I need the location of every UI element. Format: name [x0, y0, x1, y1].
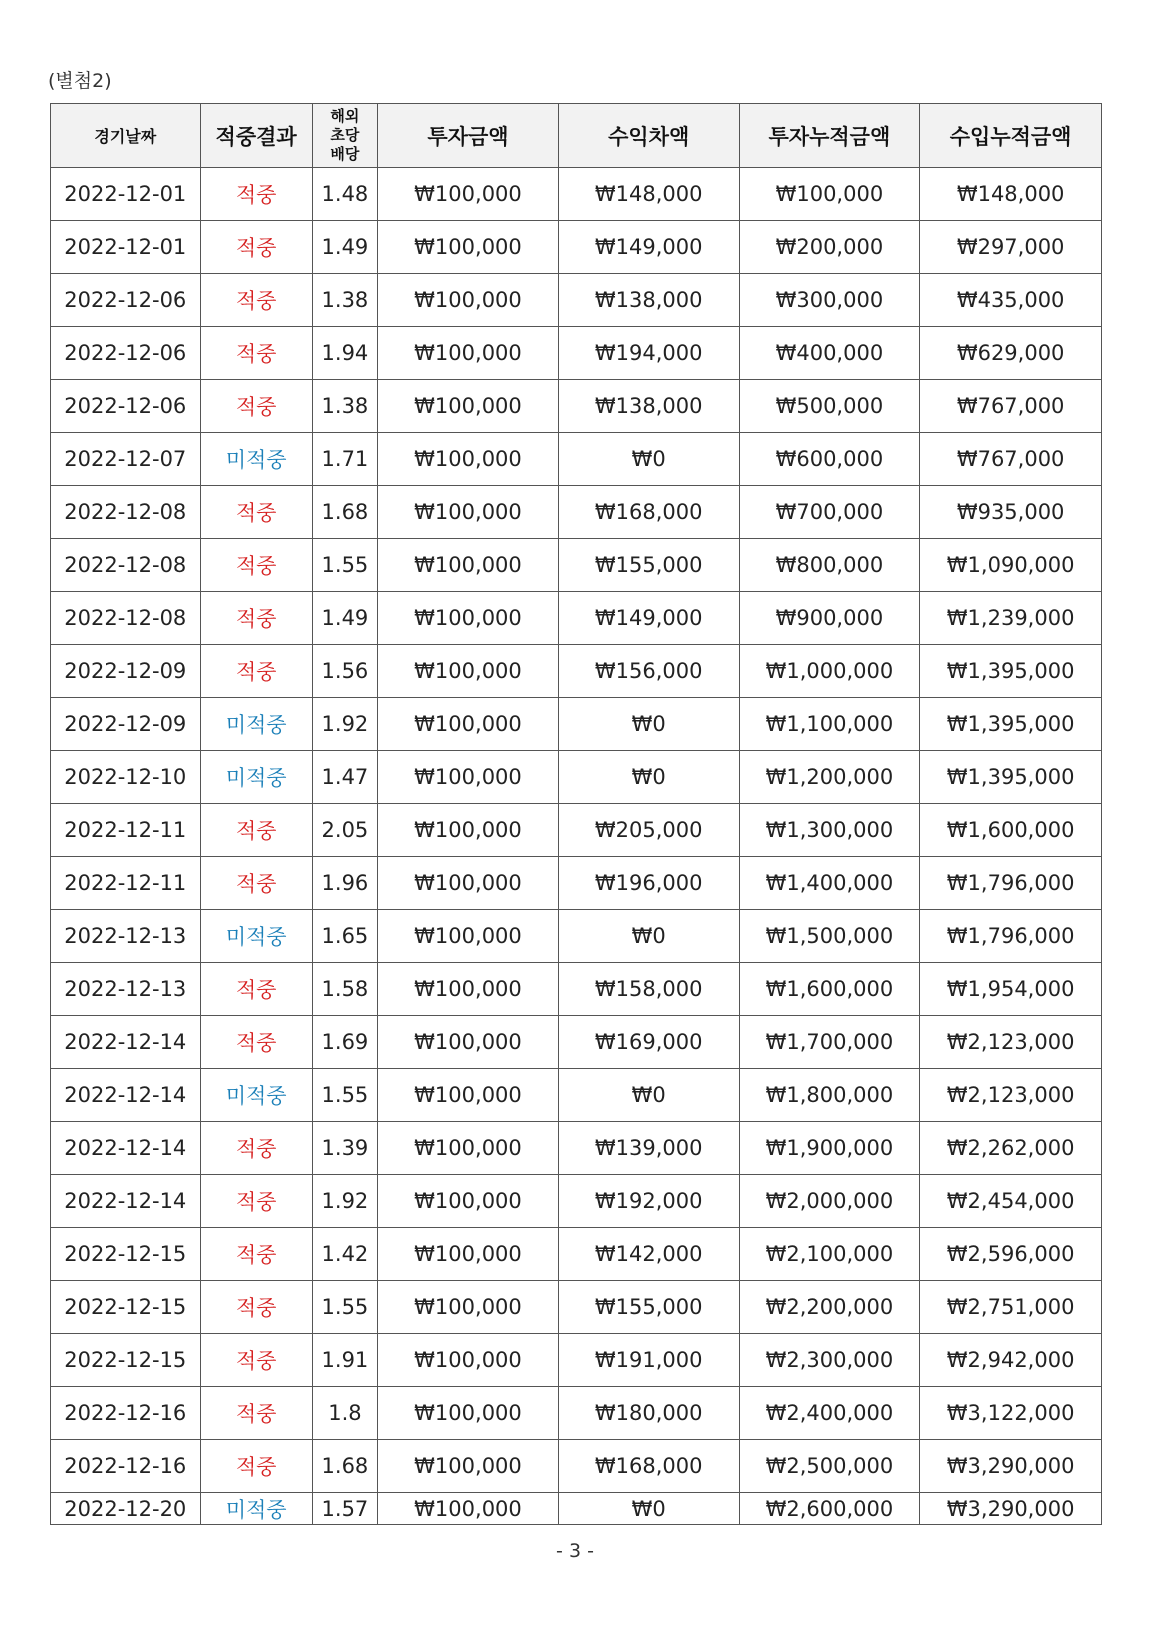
header-odds — [312, 104, 377, 168]
cell-date: 2022-12-09 — [51, 645, 201, 698]
cell-date: 2022-12-09 — [51, 698, 201, 751]
cell-odds: 1.55 — [312, 539, 377, 592]
cell-cum-income: ₩435,000 — [920, 274, 1102, 327]
table-row — [51, 168, 1102, 221]
cell-investment: ₩100,000 — [378, 1387, 559, 1440]
page-number: - 3 - — [556, 1540, 594, 1562]
cell-cum-income: ₩2,454,000 — [920, 1175, 1102, 1228]
cell-cum-investment: ₩1,000,000 — [739, 645, 920, 698]
cell-investment: ₩100,000 — [378, 327, 559, 380]
cell-investment: ₩100,000 — [378, 1334, 559, 1387]
cell-date: 2022-12-16 — [51, 1387, 201, 1440]
table-row — [51, 963, 1102, 1016]
cell-investment: ₩100,000 — [378, 645, 559, 698]
cell-cum-income: ₩1,395,000 — [920, 645, 1102, 698]
cell-cum-investment: ₩2,600,000 — [739, 1493, 920, 1525]
table-row — [51, 1228, 1102, 1281]
cell-date: 2022-12-20 — [51, 1493, 201, 1525]
cell-investment: ₩100,000 — [378, 1493, 559, 1525]
cell-date: 2022-12-14 — [51, 1069, 201, 1122]
cell-odds: 1.8 — [312, 1387, 377, 1440]
cell-profit: ₩168,000 — [558, 1440, 739, 1493]
cell-result: 적중 — [200, 168, 312, 221]
cell-profit: ₩0 — [558, 1069, 739, 1122]
cell-result: 적중 — [200, 645, 312, 698]
cell-result: 미적중 — [200, 698, 312, 751]
cell-result: 미적중 — [200, 751, 312, 804]
cell-cum-income: ₩1,239,000 — [920, 592, 1102, 645]
cell-date: 2022-12-08 — [51, 486, 201, 539]
cell-cum-income: ₩297,000 — [920, 221, 1102, 274]
cell-odds: 1.38 — [312, 380, 377, 433]
cell-cum-income: ₩767,000 — [920, 433, 1102, 486]
table-row — [51, 751, 1102, 804]
cell-cum-income: ₩148,000 — [920, 168, 1102, 221]
cell-date: 2022-12-07 — [51, 433, 201, 486]
cell-profit: ₩180,000 — [558, 1387, 739, 1440]
cell-result: 적중 — [200, 380, 312, 433]
cell-profit: ₩0 — [558, 1493, 739, 1525]
table-row — [51, 1281, 1102, 1334]
table-header — [51, 104, 1102, 168]
cell-result: 적중 — [200, 1122, 312, 1175]
table-row — [51, 274, 1102, 327]
table-row — [51, 221, 1102, 274]
cell-result: 미적중 — [200, 433, 312, 486]
table-row — [51, 327, 1102, 380]
cell-odds: 1.92 — [312, 698, 377, 751]
cell-cum-investment: ₩1,700,000 — [739, 1016, 920, 1069]
cell-date: 2022-12-15 — [51, 1281, 201, 1334]
header-profit: 수익차액 — [558, 104, 739, 168]
cell-date: 2022-12-14 — [51, 1175, 201, 1228]
cell-date: 2022-12-11 — [51, 804, 201, 857]
cell-cum-income: ₩1,090,000 — [920, 539, 1102, 592]
cell-date: 2022-12-15 — [51, 1334, 201, 1387]
cell-result: 적중 — [200, 804, 312, 857]
cell-odds: 1.65 — [312, 910, 377, 963]
cell-cum-investment: ₩1,600,000 — [739, 963, 920, 1016]
cell-cum-income: ₩2,942,000 — [920, 1334, 1102, 1387]
cell-cum-investment: ₩2,500,000 — [739, 1440, 920, 1493]
cell-cum-income: ₩2,751,000 — [920, 1281, 1102, 1334]
cell-date: 2022-12-15 — [51, 1228, 201, 1281]
cell-profit: ₩155,000 — [558, 539, 739, 592]
cell-investment: ₩100,000 — [378, 1228, 559, 1281]
cell-result: 적중 — [200, 486, 312, 539]
cell-date: 2022-12-11 — [51, 857, 201, 910]
table-row — [51, 1334, 1102, 1387]
cell-profit: ₩205,000 — [558, 804, 739, 857]
cell-profit: ₩0 — [558, 751, 739, 804]
cell-result: 미적중 — [200, 1493, 312, 1525]
cell-cum-income: ₩3,290,000 — [920, 1440, 1102, 1493]
cell-investment: ₩100,000 — [378, 910, 559, 963]
cell-result: 적중 — [200, 592, 312, 645]
table-row — [51, 1016, 1102, 1069]
table-row — [51, 1440, 1102, 1493]
cell-cum-income: ₩935,000 — [920, 486, 1102, 539]
cell-date: 2022-12-06 — [51, 380, 201, 433]
cell-odds: 1.68 — [312, 486, 377, 539]
cell-date: 2022-12-13 — [51, 963, 201, 1016]
cell-odds: 1.39 — [312, 1122, 377, 1175]
cell-odds: 1.71 — [312, 433, 377, 486]
cell-cum-income: ₩1,395,000 — [920, 698, 1102, 751]
cell-profit: ₩158,000 — [558, 963, 739, 1016]
cell-result: 적중 — [200, 327, 312, 380]
betting-results-table — [50, 103, 1102, 1525]
cell-profit: ₩149,000 — [558, 221, 739, 274]
cell-profit: ₩155,000 — [558, 1281, 739, 1334]
table-row — [51, 592, 1102, 645]
cell-odds: 1.42 — [312, 1228, 377, 1281]
cell-cum-investment: ₩1,500,000 — [739, 910, 920, 963]
cell-cum-income: ₩629,000 — [920, 327, 1102, 380]
cell-cum-investment: ₩1,400,000 — [739, 857, 920, 910]
cell-investment: ₩100,000 — [378, 963, 559, 1016]
cell-investment: ₩100,000 — [378, 221, 559, 274]
cell-odds: 1.48 — [312, 168, 377, 221]
cell-cum-income: ₩2,123,000 — [920, 1016, 1102, 1069]
cell-result: 적중 — [200, 1175, 312, 1228]
cell-investment: ₩100,000 — [378, 486, 559, 539]
cell-odds: 1.49 — [312, 592, 377, 645]
cell-date: 2022-12-08 — [51, 592, 201, 645]
cell-date: 2022-12-01 — [51, 221, 201, 274]
cell-result: 적중 — [200, 857, 312, 910]
table-body — [51, 168, 1102, 1525]
cell-investment: ₩100,000 — [378, 433, 559, 486]
cell-profit: ₩138,000 — [558, 274, 739, 327]
header-odds-label: 해외 초당 배당 — [330, 107, 360, 163]
cell-cum-investment: ₩200,000 — [739, 221, 920, 274]
cell-cum-investment: ₩2,100,000 — [739, 1228, 920, 1281]
cell-result: 미적중 — [200, 1069, 312, 1122]
header-cum-income: 수입누적금액 — [920, 104, 1102, 168]
cell-profit: ₩168,000 — [558, 486, 739, 539]
cell-cum-income: ₩3,290,000 — [920, 1493, 1102, 1525]
cell-cum-investment: ₩600,000 — [739, 433, 920, 486]
cell-cum-income: ₩1,796,000 — [920, 910, 1102, 963]
cell-investment: ₩100,000 — [378, 592, 559, 645]
header-row — [51, 104, 1102, 168]
cell-date: 2022-12-13 — [51, 910, 201, 963]
cell-date: 2022-12-10 — [51, 751, 201, 804]
cell-profit: ₩194,000 — [558, 327, 739, 380]
cell-cum-investment: ₩900,000 — [739, 592, 920, 645]
cell-odds: 1.96 — [312, 857, 377, 910]
cell-profit: ₩192,000 — [558, 1175, 739, 1228]
table-row — [51, 857, 1102, 910]
cell-odds: 1.58 — [312, 963, 377, 1016]
cell-investment: ₩100,000 — [378, 1069, 559, 1122]
table-row — [51, 539, 1102, 592]
table-row — [51, 1069, 1102, 1122]
cell-odds: 1.38 — [312, 274, 377, 327]
cell-investment: ₩100,000 — [378, 1016, 559, 1069]
cell-profit: ₩196,000 — [558, 857, 739, 910]
cell-odds: 1.69 — [312, 1016, 377, 1069]
cell-odds: 1.91 — [312, 1334, 377, 1387]
cell-profit: ₩139,000 — [558, 1122, 739, 1175]
cell-profit: ₩0 — [558, 433, 739, 486]
cell-odds: 1.49 — [312, 221, 377, 274]
cell-investment: ₩100,000 — [378, 698, 559, 751]
table-row — [51, 433, 1102, 486]
cell-investment: ₩100,000 — [378, 274, 559, 327]
cell-cum-investment: ₩100,000 — [739, 168, 920, 221]
cell-cum-income: ₩1,395,000 — [920, 751, 1102, 804]
attachment-label: (별첨2) — [48, 70, 112, 92]
table-row — [51, 910, 1102, 963]
cell-date: 2022-12-14 — [51, 1122, 201, 1175]
cell-result: 적중 — [200, 274, 312, 327]
cell-investment: ₩100,000 — [378, 1122, 559, 1175]
header-date: 경기날짜 — [51, 104, 201, 168]
cell-date: 2022-12-06 — [51, 274, 201, 327]
cell-investment: ₩100,000 — [378, 380, 559, 433]
cell-cum-investment: ₩400,000 — [739, 327, 920, 380]
table-row — [51, 1122, 1102, 1175]
cell-date: 2022-12-06 — [51, 327, 201, 380]
cell-result: 적중 — [200, 1334, 312, 1387]
cell-cum-investment: ₩800,000 — [739, 539, 920, 592]
cell-odds: 1.55 — [312, 1069, 377, 1122]
cell-investment: ₩100,000 — [378, 857, 559, 910]
cell-profit: ₩169,000 — [558, 1016, 739, 1069]
cell-result: 적중 — [200, 1387, 312, 1440]
cell-cum-income: ₩1,954,000 — [920, 963, 1102, 1016]
cell-result: 적중 — [200, 1440, 312, 1493]
cell-result: 적중 — [200, 1016, 312, 1069]
cell-cum-income: ₩2,123,000 — [920, 1069, 1102, 1122]
cell-result: 적중 — [200, 963, 312, 1016]
cell-cum-income: ₩2,596,000 — [920, 1228, 1102, 1281]
header-cum-investment: 투자누적금액 — [739, 104, 920, 168]
cell-investment: ₩100,000 — [378, 1175, 559, 1228]
cell-profit: ₩142,000 — [558, 1228, 739, 1281]
cell-date: 2022-12-16 — [51, 1440, 201, 1493]
cell-profit: ₩149,000 — [558, 592, 739, 645]
cell-cum-income: ₩767,000 — [920, 380, 1102, 433]
cell-cum-investment: ₩500,000 — [739, 380, 920, 433]
cell-odds: 2.05 — [312, 804, 377, 857]
cell-cum-investment: ₩2,200,000 — [739, 1281, 920, 1334]
cell-cum-income: ₩1,600,000 — [920, 804, 1102, 857]
cell-investment: ₩100,000 — [378, 1281, 559, 1334]
cell-cum-investment: ₩1,900,000 — [739, 1122, 920, 1175]
cell-cum-income: ₩2,262,000 — [920, 1122, 1102, 1175]
cell-profit: ₩0 — [558, 910, 739, 963]
header-result: 적중결과 — [200, 104, 312, 168]
table-row — [51, 1493, 1102, 1525]
cell-cum-investment: ₩2,000,000 — [739, 1175, 920, 1228]
cell-odds: 1.55 — [312, 1281, 377, 1334]
cell-date: 2022-12-14 — [51, 1016, 201, 1069]
cell-cum-investment: ₩700,000 — [739, 486, 920, 539]
cell-result: 미적중 — [200, 910, 312, 963]
table-row — [51, 698, 1102, 751]
cell-date: 2022-12-08 — [51, 539, 201, 592]
cell-investment: ₩100,000 — [378, 1440, 559, 1493]
cell-investment: ₩100,000 — [378, 751, 559, 804]
cell-profit: ₩0 — [558, 698, 739, 751]
cell-cum-investment: ₩1,200,000 — [739, 751, 920, 804]
cell-profit: ₩156,000 — [558, 645, 739, 698]
cell-profit: ₩148,000 — [558, 168, 739, 221]
cell-date: 2022-12-01 — [51, 168, 201, 221]
cell-result: 적중 — [200, 1228, 312, 1281]
table-row — [51, 645, 1102, 698]
cell-result: 적중 — [200, 539, 312, 592]
table-row — [51, 1387, 1102, 1440]
cell-investment: ₩100,000 — [378, 539, 559, 592]
cell-odds: 1.94 — [312, 327, 377, 380]
table-row — [51, 380, 1102, 433]
cell-profit: ₩138,000 — [558, 380, 739, 433]
cell-cum-investment: ₩2,400,000 — [739, 1387, 920, 1440]
cell-odds: 1.92 — [312, 1175, 377, 1228]
cell-result: 적중 — [200, 221, 312, 274]
cell-odds: 1.57 — [312, 1493, 377, 1525]
cell-investment: ₩100,000 — [378, 804, 559, 857]
cell-profit: ₩191,000 — [558, 1334, 739, 1387]
cell-cum-investment: ₩1,100,000 — [739, 698, 920, 751]
cell-odds: 1.56 — [312, 645, 377, 698]
header-investment: 투자금액 — [378, 104, 559, 168]
cell-result: 적중 — [200, 1281, 312, 1334]
cell-cum-investment: ₩2,300,000 — [739, 1334, 920, 1387]
cell-cum-income: ₩3,122,000 — [920, 1387, 1102, 1440]
cell-odds: 1.68 — [312, 1440, 377, 1493]
cell-cum-income: ₩1,796,000 — [920, 857, 1102, 910]
cell-cum-investment: ₩1,300,000 — [739, 804, 920, 857]
table-row — [51, 804, 1102, 857]
table-row — [51, 486, 1102, 539]
cell-cum-investment: ₩300,000 — [739, 274, 920, 327]
cell-cum-investment: ₩1,800,000 — [739, 1069, 920, 1122]
cell-investment: ₩100,000 — [378, 168, 559, 221]
table-row — [51, 1175, 1102, 1228]
cell-odds: 1.47 — [312, 751, 377, 804]
